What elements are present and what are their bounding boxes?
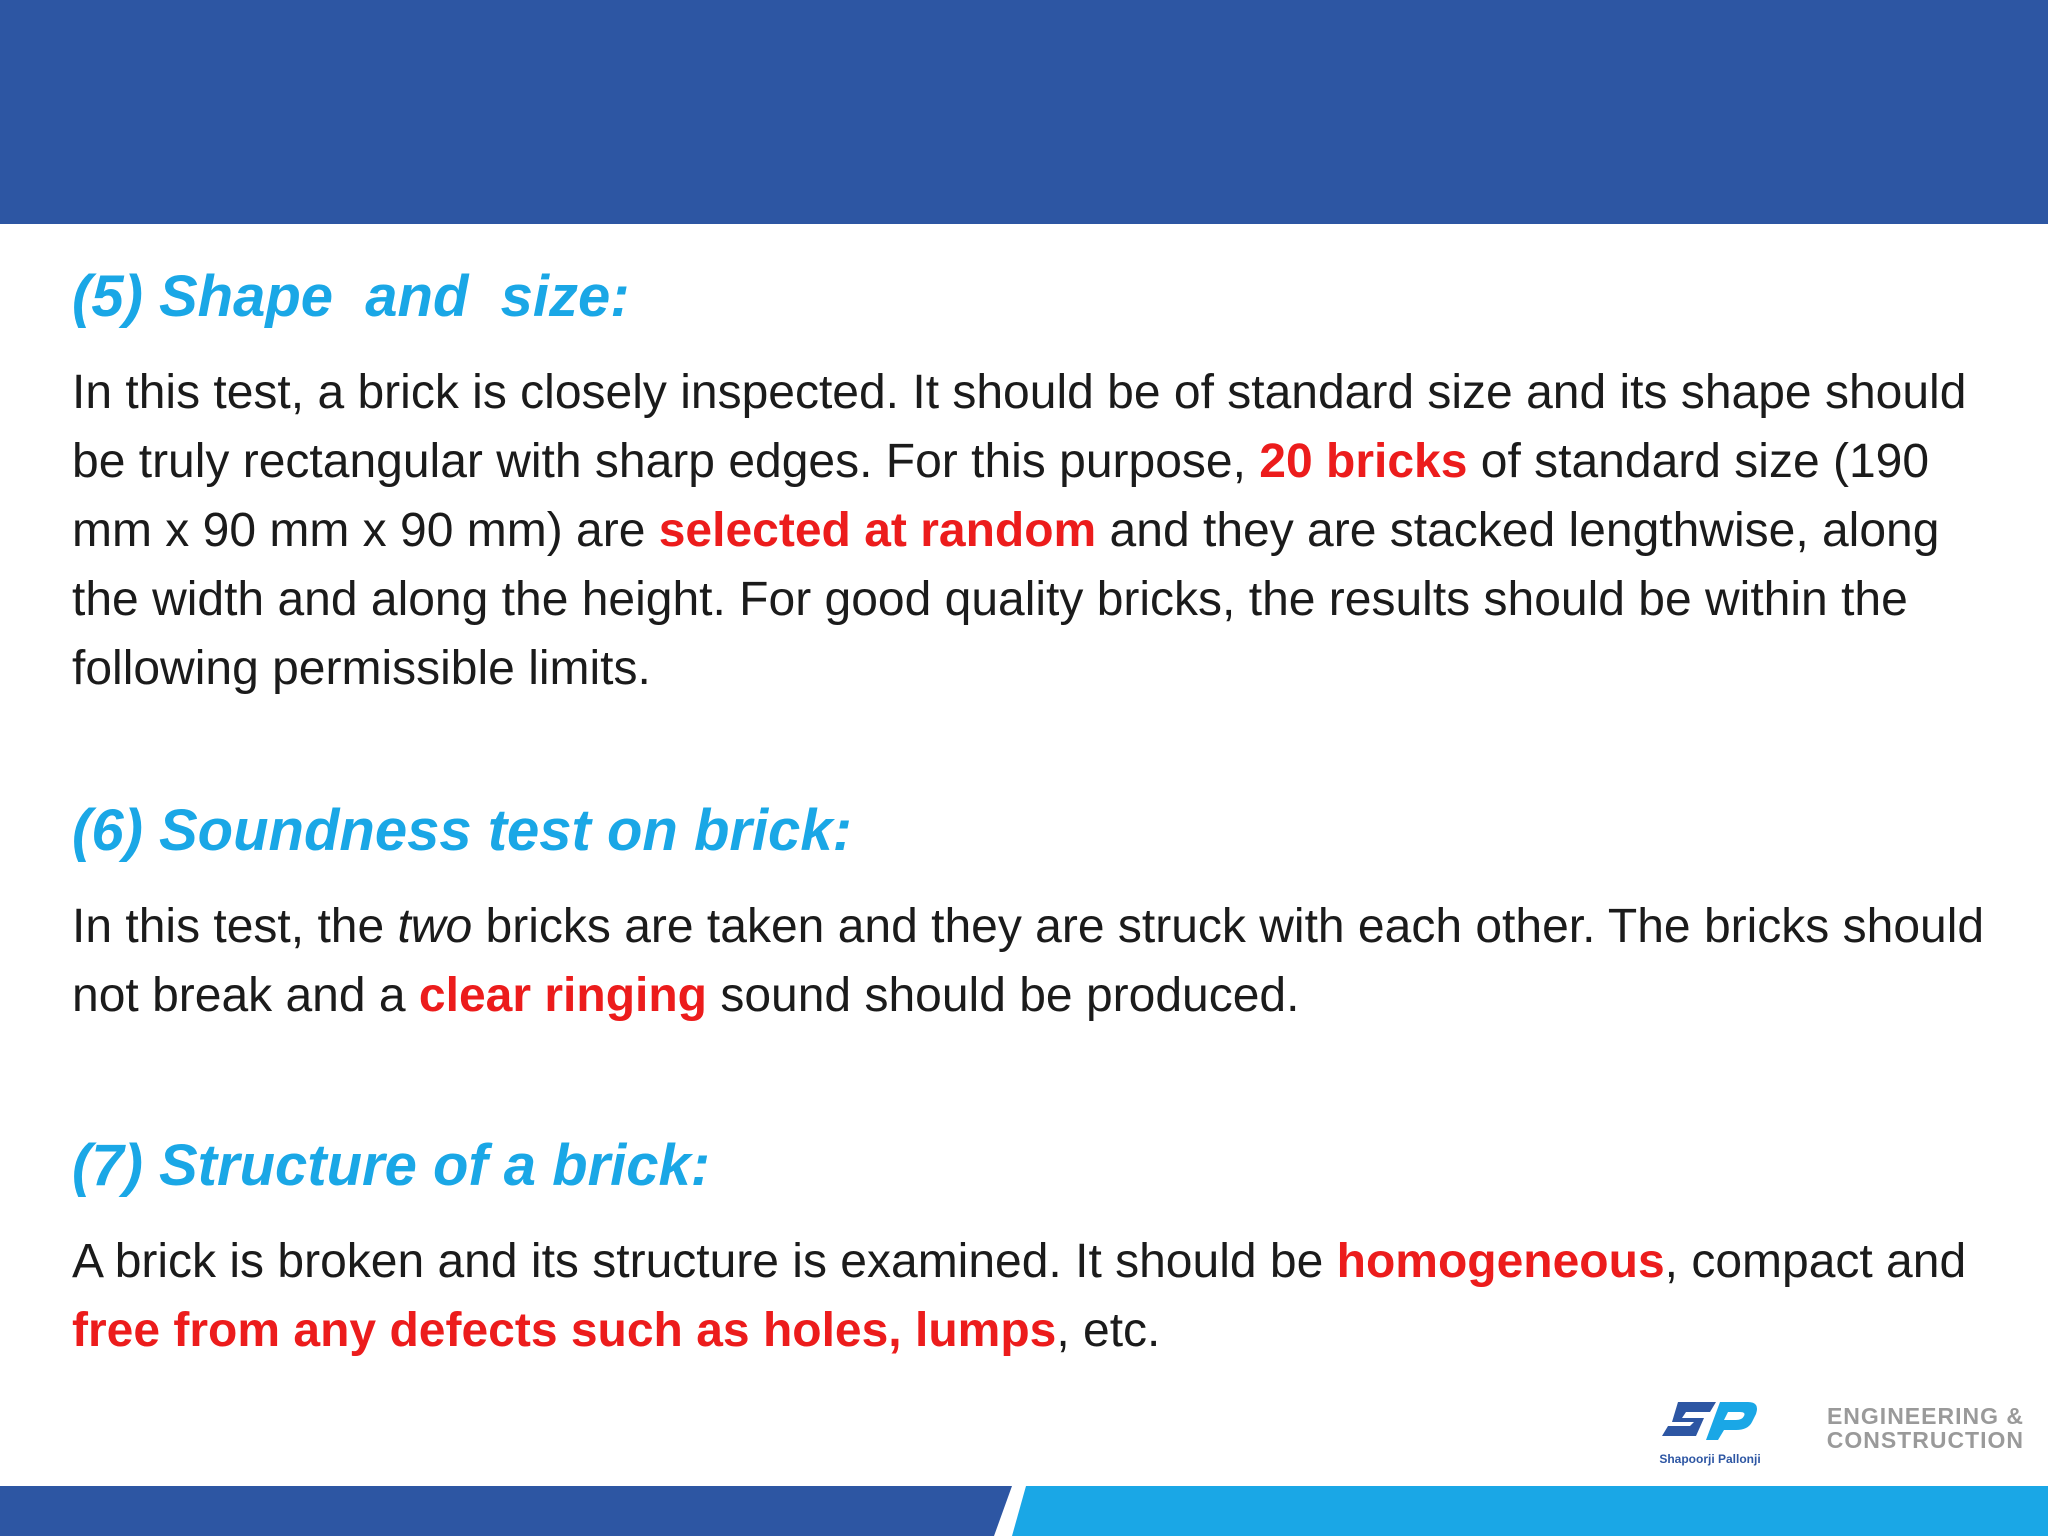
section-body-structure: [72, 1227, 2002, 1365]
highlight-free-from-defects: free from any defects such as holes, lumps: [72, 1304, 1057, 1357]
body-text: , etc.: [1056, 1304, 1161, 1357]
highlight-homogeneous: homogeneous: [1336, 1235, 1665, 1288]
section-body-soundness-test: [72, 892, 2002, 1030]
body-text: , compact and: [1664, 1235, 1967, 1288]
body-text: sound should be produced.: [707, 969, 1300, 1022]
body-text: A brick is broken and its structure is examined. It should be: [72, 1235, 1337, 1288]
logo-company-name: Shapoorji Pallonji: [1659, 1452, 1761, 1466]
logo-tagline: [1794, 1404, 2024, 1452]
body-text: and they are stacked lengthwise, along the width and along the height. For good quality bricks, the results should be within the following permissible limits.: [72, 504, 1940, 695]
body-text: bricks are taken and they are struck with each other. The bricks should not break and a: [72, 900, 1985, 1022]
company-logo: [1638, 1394, 2024, 1474]
section-body-shape-and-size: [72, 358, 2002, 703]
body-text: In this test, a brick is closely inspected. It should be of standard size and its shape should be truly rectangular with sharp edges. For this purpose,: [72, 366, 1967, 488]
section-heading-shape-and-size: (5) Shape and size:: [72, 264, 630, 329]
slide-content: [72, 262, 2002, 1365]
section-soundness-test: [72, 796, 2002, 1049]
header-banner: [0, 0, 2048, 224]
section-shape-and-size: [72, 262, 2002, 722]
highlight-selected-at-random: selected at random: [658, 504, 1097, 557]
logo-tagline-line1: ENGINEERING &: [1826, 1403, 2024, 1429]
footer-bar: [0, 1486, 2048, 1536]
logo-tagline-line2: CONSTRUCTION: [1826, 1427, 2024, 1453]
highlight-clear-ringing: clear ringing: [418, 969, 707, 1022]
section-structure-of-brick: [72, 1131, 2002, 1365]
body-text: In this test, the: [72, 900, 398, 953]
section-heading-soundness-test: (6) Soundness test on brick:: [72, 798, 852, 863]
body-text: of standard size (190 mm x 90 mm x 90 mm) are: [72, 435, 1930, 557]
highlight-20-bricks: 20 bricks: [1259, 435, 1468, 488]
section-heading-structure: (7) Structure of a brick:: [72, 1133, 711, 1198]
emphasis-two: two: [397, 900, 473, 953]
